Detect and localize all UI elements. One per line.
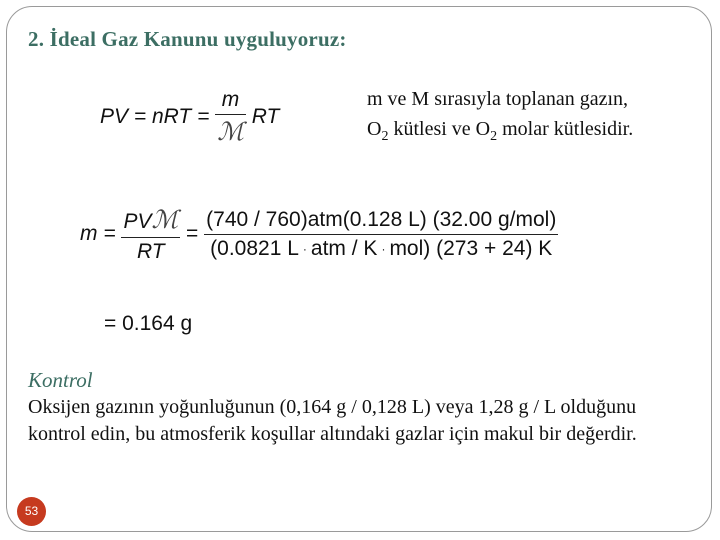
equation2-frac2-numerator: (740 / 760)atm(0.128 L) (32.00 g/mol)	[206, 208, 557, 231]
plus-sign: +	[483, 237, 497, 260]
equation2-frac1-denominator: RT	[137, 240, 165, 263]
note-sub-a: 2	[381, 129, 389, 144]
pv-text: PV	[123, 210, 152, 233]
den-part-a: (0.0821 L	[210, 237, 299, 260]
page-number-badge: 53	[17, 497, 46, 526]
equation2-frac1-numerator	[121, 205, 180, 235]
equation2-fraction-1	[121, 205, 180, 264]
note-line-2	[367, 114, 697, 152]
fraction-bar	[204, 234, 558, 235]
den-part-d: 24) K	[502, 237, 553, 260]
ideal-gas-equation	[100, 88, 279, 147]
equation1-numerator: m	[221, 88, 240, 111]
note-mid: kütlesi ve O	[388, 118, 491, 140]
equation2-frac2-denominator	[204, 237, 558, 261]
molar-mass-symbol: ℳ	[151, 207, 179, 234]
fraction-bar	[121, 237, 180, 238]
note-sub-b: 2	[490, 129, 498, 144]
den-part-b: atm / K	[310, 237, 378, 260]
kontrol-text: Oksijen gazının yoğunluğunun (0,164 g / 0,128 L) veya 1,28 g / L olduğunu kontrol edin, bu atmosferik koşullar altındaki gazlar için makul bir değerdir.	[28, 396, 637, 445]
kontrol-section	[28, 367, 688, 448]
equation1-fraction	[215, 88, 246, 147]
kontrol-heading: Kontrol	[28, 368, 93, 392]
multiply-dot: ·	[381, 242, 386, 257]
equation2-m-label: m =	[80, 222, 116, 246]
variable-note	[367, 84, 697, 152]
multiply-dot: ·	[302, 242, 307, 257]
equation1-denominator: ℳ	[217, 119, 244, 146]
equation1-lhs: PV = nRT =	[100, 105, 210, 129]
note-line-1: m ve M sırasıyla toplanan gazın,	[367, 88, 629, 110]
note-end: molar kütlesidir.	[497, 118, 634, 140]
mass-result: = 0.164 g	[104, 312, 193, 335]
slide-title: 2. İdeal Gaz Kanunu uyguluyoruz:	[28, 27, 347, 51]
equation1-rhs: RT	[251, 105, 280, 129]
den-part-c: mol) (273	[389, 237, 479, 260]
equals-sign: =	[186, 222, 199, 246]
mass-calculation-equation	[80, 205, 558, 264]
equation2-fraction-2	[204, 208, 558, 261]
fraction-bar	[215, 114, 246, 115]
note-o-a: O	[367, 118, 382, 140]
